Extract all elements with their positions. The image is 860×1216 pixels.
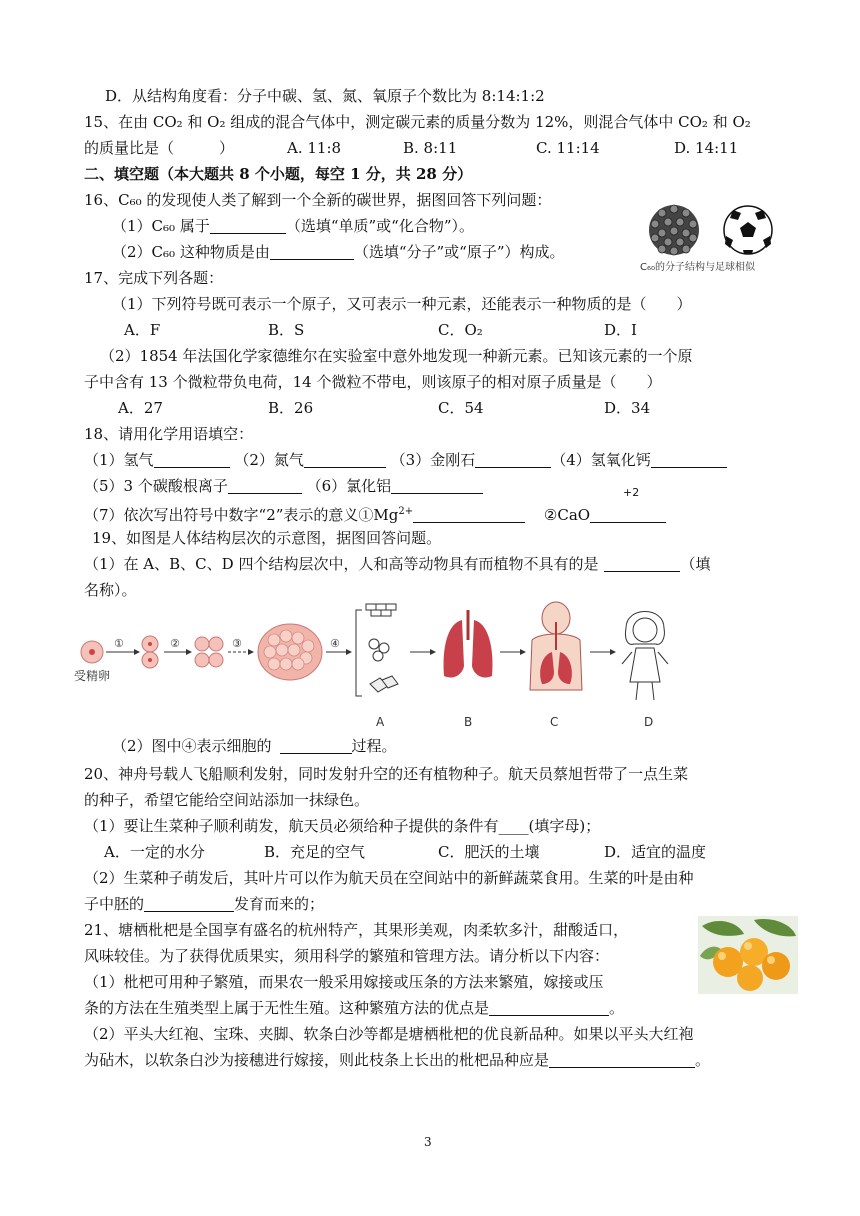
q20-part2-hint: 发育而来的； — [234, 895, 325, 913]
q16-part1-hint: （选填“单质”或“化合物”）。 — [285, 217, 475, 235]
q15-option-c: C. 11:14 — [536, 139, 600, 157]
q19-part2-text: （2）图中④表示细胞的 — [112, 737, 272, 755]
mg-charge: 2+ — [398, 506, 414, 517]
fertilized-egg-icon — [81, 641, 103, 663]
fertilized-egg-label: 受精卵 — [74, 669, 111, 683]
q16-part2-hint: （选填“分子”或“原子”）构成。 — [353, 243, 565, 261]
label-c: C — [550, 715, 559, 729]
q16-part1 — [112, 216, 474, 236]
q15-stem: 15、在由 CO₂ 和 O₂ 组成的混合气体中，测定碳元素的质量分数为 12%，则混合气体中 CO₂ 和 O₂ — [84, 113, 751, 131]
q16-stem: 16、C₆₀ 的发现使人类了解到一个全新的碳世界，据图回答下列问题： — [84, 191, 552, 209]
q16-part2-text: （2）C₆₀ 这种物质是由 — [112, 243, 270, 261]
c60-molecule-icon — [649, 205, 699, 255]
q17-part1: （1）下列符号既可表示一个原子，又可表示一种元素，还能表示一种物质的是（ ） — [112, 295, 692, 313]
q17-p1-option-c: C．O₂ — [438, 321, 483, 339]
c60-caption: C₆₀的分子结构与足球相似 — [640, 262, 755, 273]
step-1-label: ① — [114, 637, 124, 650]
answer-blank[interactable] — [270, 243, 354, 260]
q17-p1-option-a: A．F — [124, 321, 161, 339]
answer-blank[interactable] — [489, 999, 609, 1016]
q20-part2-2 — [84, 894, 324, 914]
q20-option-d: D．适宜的温度 — [604, 843, 707, 861]
step-2-label: ② — [170, 637, 180, 650]
answer-blank[interactable] — [590, 506, 666, 523]
q20-option-a: A．一定的水分 — [104, 843, 205, 861]
q21-stem: 21、塘栖枇杷是全国享有盛名的杭州特产，其果形美观，肉柔软多汁，甜酸适口， — [84, 921, 629, 939]
q21-part2-2 — [84, 1050, 710, 1070]
q20-part2-text: 子中胚的 — [84, 895, 145, 913]
step-4-label: ④ — [330, 637, 340, 650]
answer-blank[interactable] — [549, 1051, 695, 1068]
q17-p2-option-c: C．54 — [438, 399, 484, 417]
q19-part2 — [112, 736, 397, 756]
q15-stem-2: 的质量比是（ ） — [84, 139, 235, 157]
two-cells-icon — [142, 636, 158, 668]
q16-part1-text: （1）C₆₀ 属于 — [112, 217, 210, 235]
q18-cao: ②CaO — [543, 506, 591, 524]
q20-part1: （1）要让生菜种子顺利萌发，航天员必须给种子提供的条件有____(填字母)； — [84, 817, 601, 835]
q19-part1-hint: （填 — [680, 555, 711, 573]
answer-blank[interactable] — [391, 477, 483, 494]
answer-blank[interactable] — [228, 477, 302, 494]
q17-p2-option-d: D．34 — [604, 399, 651, 417]
q20-part2: （2）生菜种子萌发后，其叶片可以作为航天员在空间站中的新鲜蔬菜食用。生菜的叶是由种 — [84, 869, 694, 887]
q15-option-a: A. 11:8 — [287, 139, 342, 157]
football-icon — [724, 206, 772, 254]
q21-part2: （2）平头大红袍、宝珠、夹脚、软条白沙等都是塘栖枇杷的优良新品种。如果以平头大红袍 — [84, 1025, 694, 1043]
q21-part1-text: 条的方法在生殖类型上属于无性生殖。这种繁殖方法的优点是 — [84, 999, 490, 1017]
q18-item: （1）氢气 — [84, 451, 154, 469]
q14-option-d: D．从结构角度看：分子中碳、氢、氮、氧原子个数比为 8:14:1:2 — [105, 87, 545, 105]
section-title: 二、填空题（本大题共 8 个小题，每空 1 分，共 28 分） — [84, 165, 473, 183]
q16-part2 — [112, 242, 565, 262]
step-3-label: ③ — [232, 637, 242, 650]
tissue-icon — [366, 604, 398, 692]
q20-stem: 20、神舟号载人飞船顺利发射，同时发射升空的还有植物种子。航天员蔡旭哲带了一点生菜 — [84, 765, 689, 783]
answer-blank[interactable] — [154, 451, 230, 468]
q18-row1 — [84, 450, 727, 470]
q17-p2-option-b: B．26 — [268, 399, 314, 417]
q19-part1-2: 名称）。 — [84, 581, 137, 599]
q21-part1: （1）枇杷可用种子繁殖，而果农一般采用嫁接或压条的方法来繁殖，嫁接或压 — [84, 973, 604, 991]
q18-item: （5）3 个碳酸根离子 — [84, 477, 228, 495]
q18-item: （4）氢氧化钙 — [551, 451, 651, 469]
human-girl-icon — [622, 612, 668, 701]
q15-option-b: B. 8:11 — [403, 139, 458, 157]
q19-part1-text: （1）在 A、B、C、D 四个结构层次中，人和高等动物具有而植物不具有的是 — [84, 555, 599, 573]
q21-part2-end: 。 — [695, 1051, 711, 1069]
answer-blank[interactable] — [413, 506, 525, 523]
cell-mass-icon — [258, 624, 322, 680]
answer-blank[interactable] — [210, 217, 286, 234]
q17-p2-option-a: A．27 — [118, 399, 163, 417]
label-b: B — [464, 715, 473, 729]
answer-blank[interactable] — [304, 451, 386, 468]
q15-option-d: D. 14:11 — [674, 139, 739, 157]
q18-stem: 18、请用化学用语填空： — [84, 425, 254, 443]
q18-item: （6）氯化铝 — [306, 477, 392, 495]
q20-option-c: C．肥沃的土壤 — [438, 843, 540, 861]
q20-stem-2: 的种子，希望它能给空间站添加一抹绿色。 — [84, 791, 370, 809]
q18-item: （2）氮气 — [234, 451, 304, 469]
four-cells-icon — [195, 637, 223, 667]
q18-item: （3）金刚石 — [390, 451, 476, 469]
c60-football-figure — [640, 200, 800, 276]
label-d: D — [644, 715, 654, 729]
human-structure-levels-figure — [70, 600, 710, 730]
answer-blank[interactable] — [280, 737, 352, 754]
loquat-photo — [698, 916, 798, 994]
q19-stem: 19、如图是人体结构层次的示意图，据图回答问题。 — [92, 529, 442, 547]
answer-blank[interactable] — [604, 555, 680, 572]
label-a: A — [376, 715, 385, 729]
answer-blank[interactable] — [144, 895, 234, 912]
q21-part1-2 — [84, 998, 624, 1018]
cao-valence-mark: +2 — [623, 486, 640, 499]
q18-row2 — [84, 476, 483, 496]
q18-row3 — [84, 502, 666, 525]
q19-part1 — [84, 554, 710, 574]
q18-item7: （7）依次写出符号中数字“2”表示的意义①Mg — [84, 506, 399, 524]
q17-p1-option-d: D．I — [604, 321, 637, 339]
page-number: 3 — [424, 1135, 432, 1149]
q17-stem: 17、完成下列各题： — [84, 269, 224, 287]
q17-p1-option-b: B．S — [268, 321, 305, 339]
answer-blank[interactable] — [651, 451, 727, 468]
answer-blank[interactable] — [475, 451, 551, 468]
q21-part2-text: 为砧木，以软条白沙为接穗进行嫁接，则此枝条上长出的枇杷品种应是 — [84, 1051, 550, 1069]
respiratory-system-icon — [530, 602, 582, 690]
lungs-icon — [444, 610, 493, 678]
q20-option-b: B．充足的空气 — [264, 843, 366, 861]
q17-part2: （2）1854 年法国化学家德维尔在实验室中意外地发现一种新元素。已知该元素的一个原 — [100, 347, 693, 365]
q17-part2-2: 子中含有 13 个微粒带负电荷，14 个微粒不带电，则该原子的相对原子质量是（ ） — [84, 373, 662, 391]
q21-stem-2: 风味较佳。为了获得优质果实，须用科学的繁殖和管理方法。请分析以下内容： — [84, 947, 610, 965]
q19-part2-hint: 过程。 — [351, 737, 397, 755]
q21-part1-end: 。 — [609, 999, 625, 1017]
